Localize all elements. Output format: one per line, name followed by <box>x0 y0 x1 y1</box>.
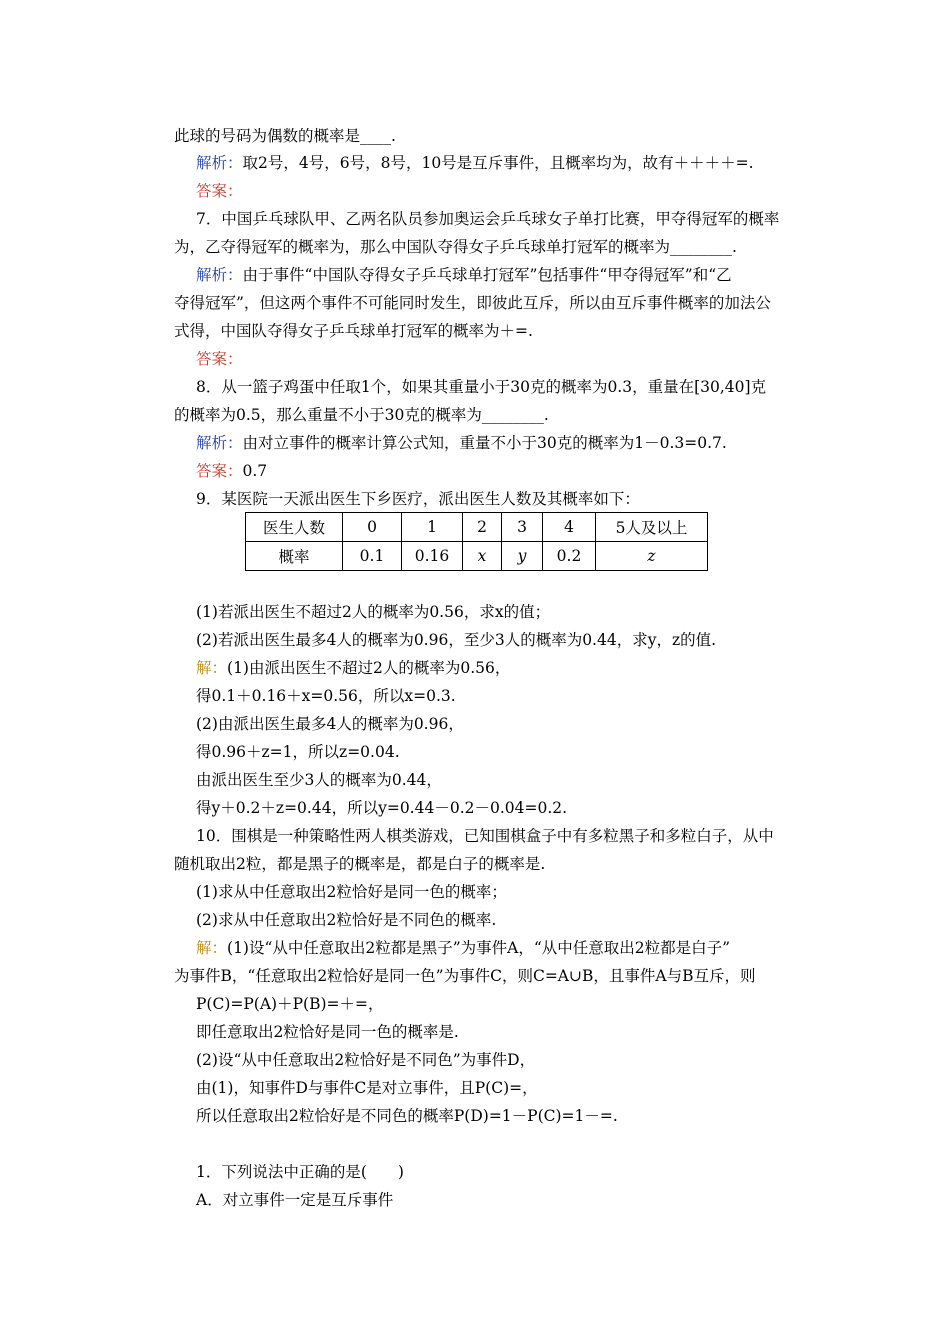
text-line <box>196 601 550 623</box>
text-line <box>196 769 442 791</box>
text-line <box>174 125 396 147</box>
table-cell: 概率 <box>246 542 343 571</box>
answer-label: 解： <box>196 659 228 677</box>
line-text: 由对立事件的概率计算公式知，重量不小于30克的概率为1－0.3=0.7. <box>242 434 727 452</box>
line-text: 即任意取出2粒恰好是同一色的概率是. <box>196 1023 459 1041</box>
line-text: (1)若派出医生不超过2人的概率为0.56，求x的值； <box>196 603 551 621</box>
line-text: 夺得冠军”，但这两个事件不可能同时发生，即彼此互斥，所以由互斥事件概率的加法公 <box>174 294 771 312</box>
answer-label: 解析： <box>196 154 243 172</box>
text-line <box>174 292 771 314</box>
table-cell: 5人及以上 <box>596 513 708 542</box>
answer-label: 答案： <box>196 350 243 368</box>
line-text: 随机取出2粒，都是黑子的概率是，都是白子的概率是. <box>174 855 546 873</box>
text-line <box>196 1105 618 1127</box>
table-cell: 0.16 <box>402 542 463 571</box>
text-line <box>174 853 545 875</box>
table-cell: 0.1 <box>343 542 402 571</box>
line-text: 为事件B，“任意取出2粒恰好是同一色”为事件C，则C=A∪B，且事件A与B互斥，则 <box>174 967 756 985</box>
table-cell: 1 <box>402 513 463 542</box>
line-text: (1)设“从中任意取出2粒都是黑子”为事件A，“从中任意取出2粒都是白子” <box>227 939 731 957</box>
text-line <box>196 825 774 847</box>
text-line <box>196 1161 404 1183</box>
table-cell: 0.2 <box>543 542 596 571</box>
text-line <box>196 1049 535 1071</box>
table-row <box>246 542 708 571</box>
table-cell: 医生人数 <box>246 513 343 542</box>
line-text: (2)若派出医生最多4人的概率为0.96，至少3人的概率为0.44，求y，z的值. <box>196 631 717 649</box>
line-text: 此球的号码为偶数的概率是____. <box>174 127 396 145</box>
table-cell: 0 <box>343 513 402 542</box>
text-line <box>196 180 243 202</box>
line-text: (1)由派出医生不超过2人的概率为0.56， <box>227 659 511 677</box>
text-line <box>196 713 464 735</box>
text-line <box>196 909 496 931</box>
text-line <box>196 376 766 398</box>
line-text: (2)设“从中任意取出2粒恰好是不同色”为事件D， <box>196 1051 536 1069</box>
text-line <box>196 685 456 707</box>
table-row <box>246 513 708 542</box>
table-cell: 4 <box>543 513 596 542</box>
text-line <box>196 208 779 230</box>
text-line <box>196 993 383 1015</box>
line-text: (2)求从中任意取出2粒恰好是不同色的概率. <box>196 911 497 929</box>
line-text: 0.7 <box>242 462 268 480</box>
line-text: 7．中国乒乓球队甲、乙两名队员参加奥运会乒乓球女子单打比赛，甲夺得冠军的概率 <box>196 210 780 228</box>
line-text: 得0.1＋0.16＋x=0.56，所以x=0.3. <box>196 687 456 705</box>
text-line <box>196 152 754 174</box>
line-text: (1)求从中任意取出2粒恰好是同一色的概率； <box>196 883 507 901</box>
line-text: 8．从一篮子鸡蛋中任取1个，如果其重量小于30克的概率为0.3，重量在[30,40]克 <box>196 378 767 396</box>
line-text: 取2号，4号，6号，8号，10号是互斥事件，且概率均为，故有＋＋＋＋=. <box>242 154 754 172</box>
line-text: 为，乙夺得冠军的概率为，那么中国队夺得女子乒乓球单打冠军的概率为________. <box>174 238 737 256</box>
line-text: 所以任意取出2粒恰好是不同色的概率P(D)=1－P(C)=1－=. <box>196 1107 618 1125</box>
line-text: (2)由派出医生最多4人的概率为0.96， <box>196 715 464 733</box>
line-text: A．对立事件一定是互斥事件 <box>196 1191 394 1209</box>
text-line <box>196 348 243 370</box>
text-line <box>196 460 267 482</box>
text-line <box>196 264 732 286</box>
line-text: 得0.96＋z=1，所以z=0.04. <box>196 743 400 761</box>
line-text: 10．围棋是一种策略性两人棋类游戏，已知围棋盒子中有多粒黑子和多粒白子，从中 <box>196 827 774 845</box>
line-text: 1．下列说法中正确的是( ) <box>196 1163 404 1181</box>
text-line <box>196 937 730 959</box>
text-line <box>196 741 400 763</box>
line-text: 由派出医生至少3人的概率为0.44， <box>196 771 442 789</box>
line-text: 由于事件“中国队夺得女子乒乓球单打冠军”包括事件“甲夺得冠军”和“乙 <box>242 266 732 284</box>
line-text: 得y＋0.2＋z=0.44，所以y=0.44－0.2－0.04=0.2. <box>196 799 568 817</box>
line-text: 由(1)，知事件D与事件C是对立事件，且P(C)=， <box>196 1079 538 1097</box>
answer-label: 答案： <box>196 462 243 480</box>
answer-label: 解析： <box>196 434 243 452</box>
answer-label: 答案： <box>196 182 243 200</box>
text-line <box>196 1021 459 1043</box>
text-line <box>174 404 549 426</box>
text-line <box>196 797 567 819</box>
line-text: 的概率为0.5，那么重量不小于30克的概率为________. <box>174 406 549 424</box>
text-line <box>196 488 640 510</box>
text-line <box>196 1077 538 1099</box>
text-line <box>196 629 716 651</box>
text-line <box>174 965 755 987</box>
text-line <box>174 236 737 258</box>
text-line <box>174 320 533 342</box>
table-cell: 3 <box>502 513 543 542</box>
probability-table <box>245 512 708 571</box>
line-text: 9．某医院一天派出医生下乡医疗，派出医生人数及其概率如下： <box>196 490 640 508</box>
table-cell: 2 <box>463 513 502 542</box>
line-text: P(C)=P(A)＋P(B)=＋=， <box>196 995 384 1013</box>
answer-label: 解析： <box>196 266 243 284</box>
text-line <box>196 432 727 454</box>
table-cell: x <box>463 542 502 571</box>
text-line <box>196 881 507 903</box>
text-line <box>196 1189 393 1211</box>
text-line <box>196 657 510 679</box>
line-text: 式得，中国队夺得女子乒乓球单打冠军的概率为＋=. <box>174 322 533 340</box>
answer-label: 解： <box>196 939 228 957</box>
table-cell: y <box>502 542 543 571</box>
table-cell: z <box>596 542 708 571</box>
